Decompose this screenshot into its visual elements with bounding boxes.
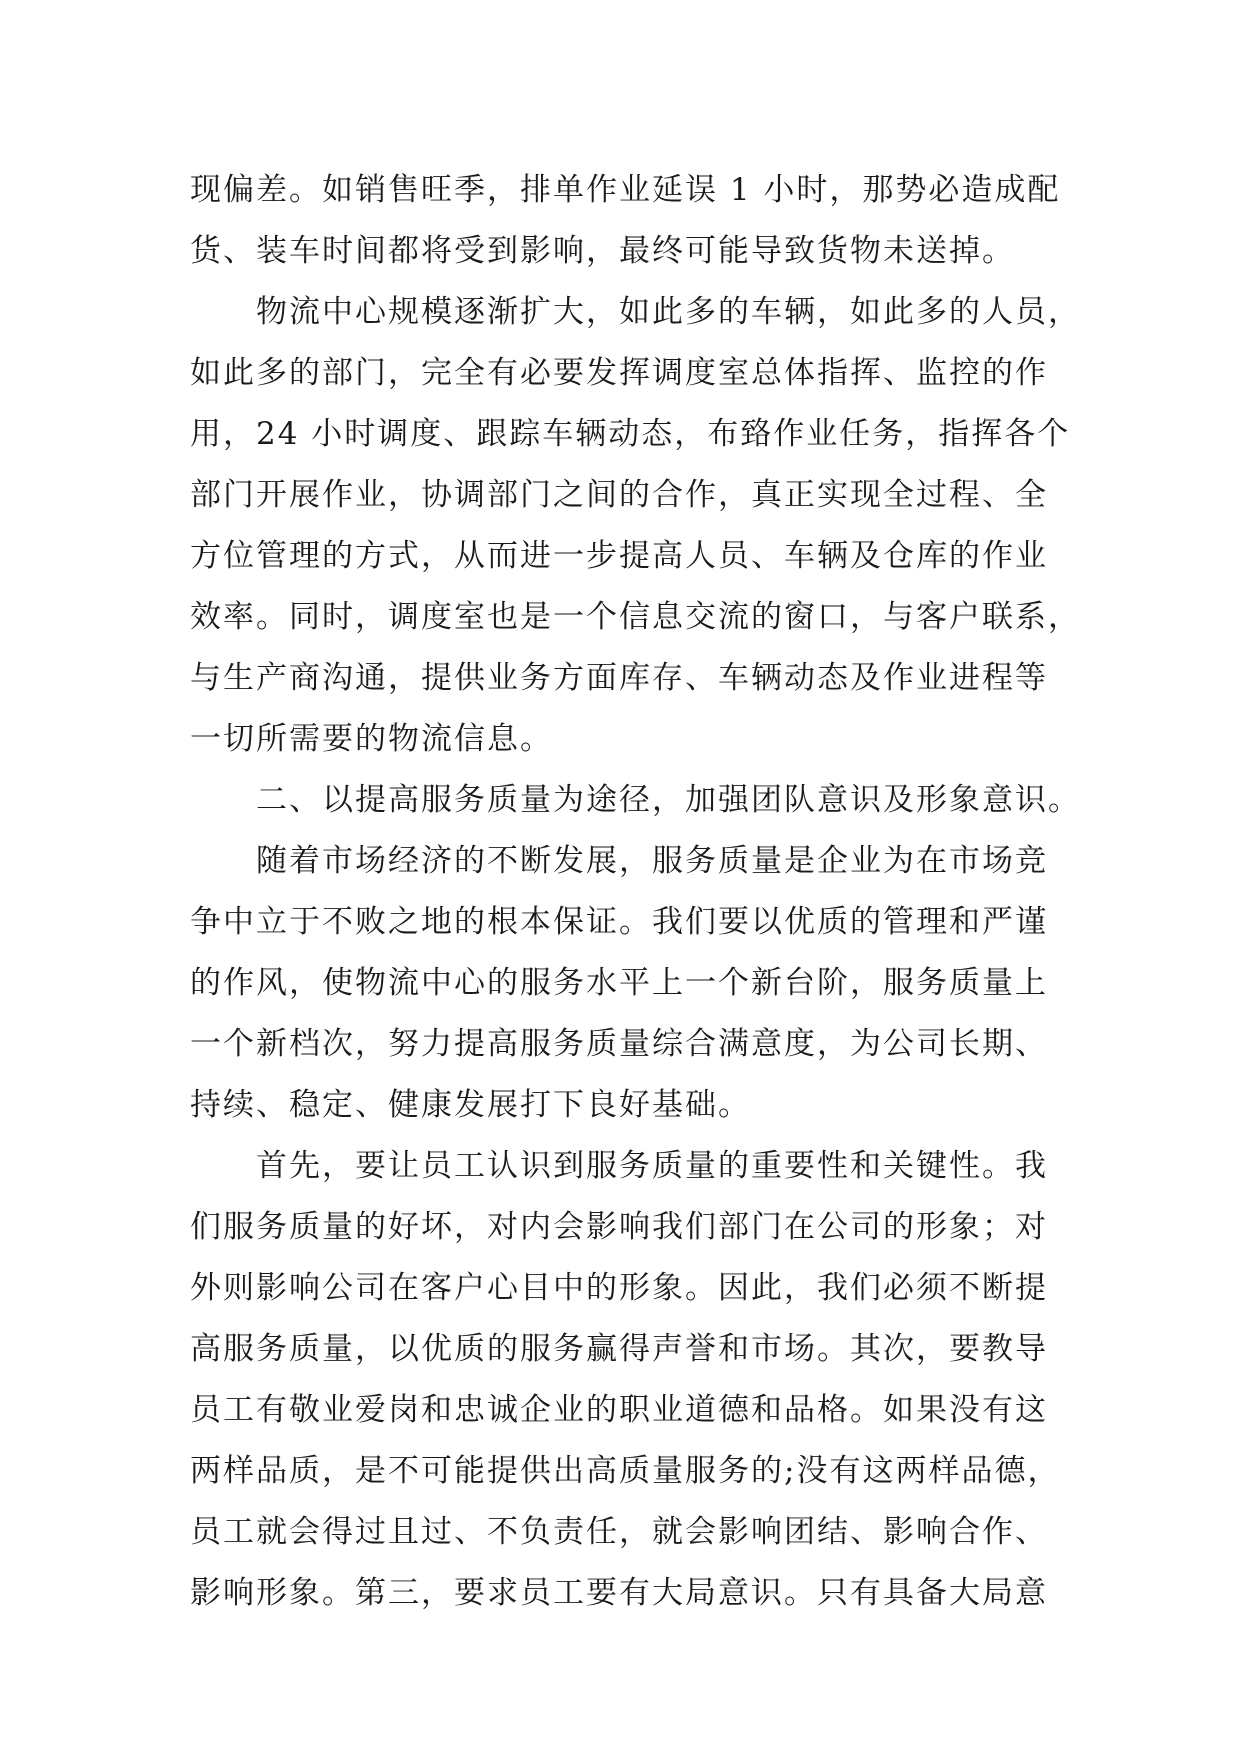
text-line: 用，24 小时调度、跟踪车辆动态，布臵作业任务，指挥各个: [190, 416, 1071, 452]
text-line: 随着市场经济的不断发展，服务质量是企业为在市场竞: [190, 843, 1048, 879]
paragraph-logistics-center: [190, 282, 1081, 770]
text-line: 货、装车时间都将受到影响，最终可能导致货物未送掉。: [190, 233, 1015, 269]
text-line: 员工就会得过且过、不负责任，就会影响团结、影响合作、: [190, 1514, 1048, 1550]
text-line: 争中立于不败之地的根本保证。我们要以优质的管理和严谨: [190, 904, 1048, 940]
paragraph-service-quality: [190, 831, 1060, 1136]
section-heading: [190, 770, 1081, 831]
document-body: [190, 160, 1081, 1624]
text-line: 部门开展作业，协调部门之间的合作，真正实现全过程、全: [190, 477, 1048, 513]
text-line: 二、以提高服务质量为途径，加强团队意识及形象意识。: [190, 782, 1081, 818]
text-line: 与生产商沟通，提供业务方面库存、车辆动态及作业进程等: [190, 660, 1048, 696]
text-line: 的作风，使物流中心的服务水平上一个新台阶，服务质量上: [190, 965, 1048, 1001]
paragraph-employee-awareness: [190, 1136, 1060, 1624]
text-line: 如此多的部门，完全有必要发挥调度室总体指挥、监控的作: [190, 355, 1048, 391]
text-line: 一个新档次，努力提高服务质量综合满意度，为公司长期、: [190, 1026, 1048, 1062]
text-line: 们服务质量的好坏，对内会影响我们部门在公司的形象；对: [190, 1209, 1048, 1245]
paragraph-continuation: [190, 160, 1060, 282]
text-line: 员工有敬业爱岗和忠诚企业的职业道德和品格。如果没有这: [190, 1392, 1048, 1428]
text-line: 高服务质量，以优质的服务赢得声誉和市场。其次，要教导: [190, 1331, 1048, 1367]
text-line: 物流中心规模逐渐扩大，如此多的车辆，如此多的人员，: [190, 294, 1081, 330]
text-line: 影响形象。第三，要求员工要有大局意识。只有具备大局意: [190, 1575, 1048, 1611]
text-line: 外则影响公司在客户心目中的形象。因此，我们必须不断提: [190, 1270, 1048, 1306]
text-line: 一切所需要的物流信息。: [190, 721, 553, 757]
text-line: 方位管理的方式，从而进一步提高人员、车辆及仓库的作业: [190, 538, 1048, 574]
text-line: 效率。同时，调度室也是一个信息交流的窗口，与客户联系，: [190, 599, 1081, 635]
text-line: 持续、稳定、健康发展打下良好基础。: [190, 1087, 751, 1123]
text-line: 两样品质，是不可能提供出高质量服务的;没有这两样品德，: [190, 1453, 1061, 1489]
text-line: 现偏差。如销售旺季，排单作业延误 1 小时，那势必造成配: [190, 172, 1061, 208]
text-line: 首先，要让员工认识到服务质量的重要性和关键性。我: [190, 1148, 1048, 1184]
